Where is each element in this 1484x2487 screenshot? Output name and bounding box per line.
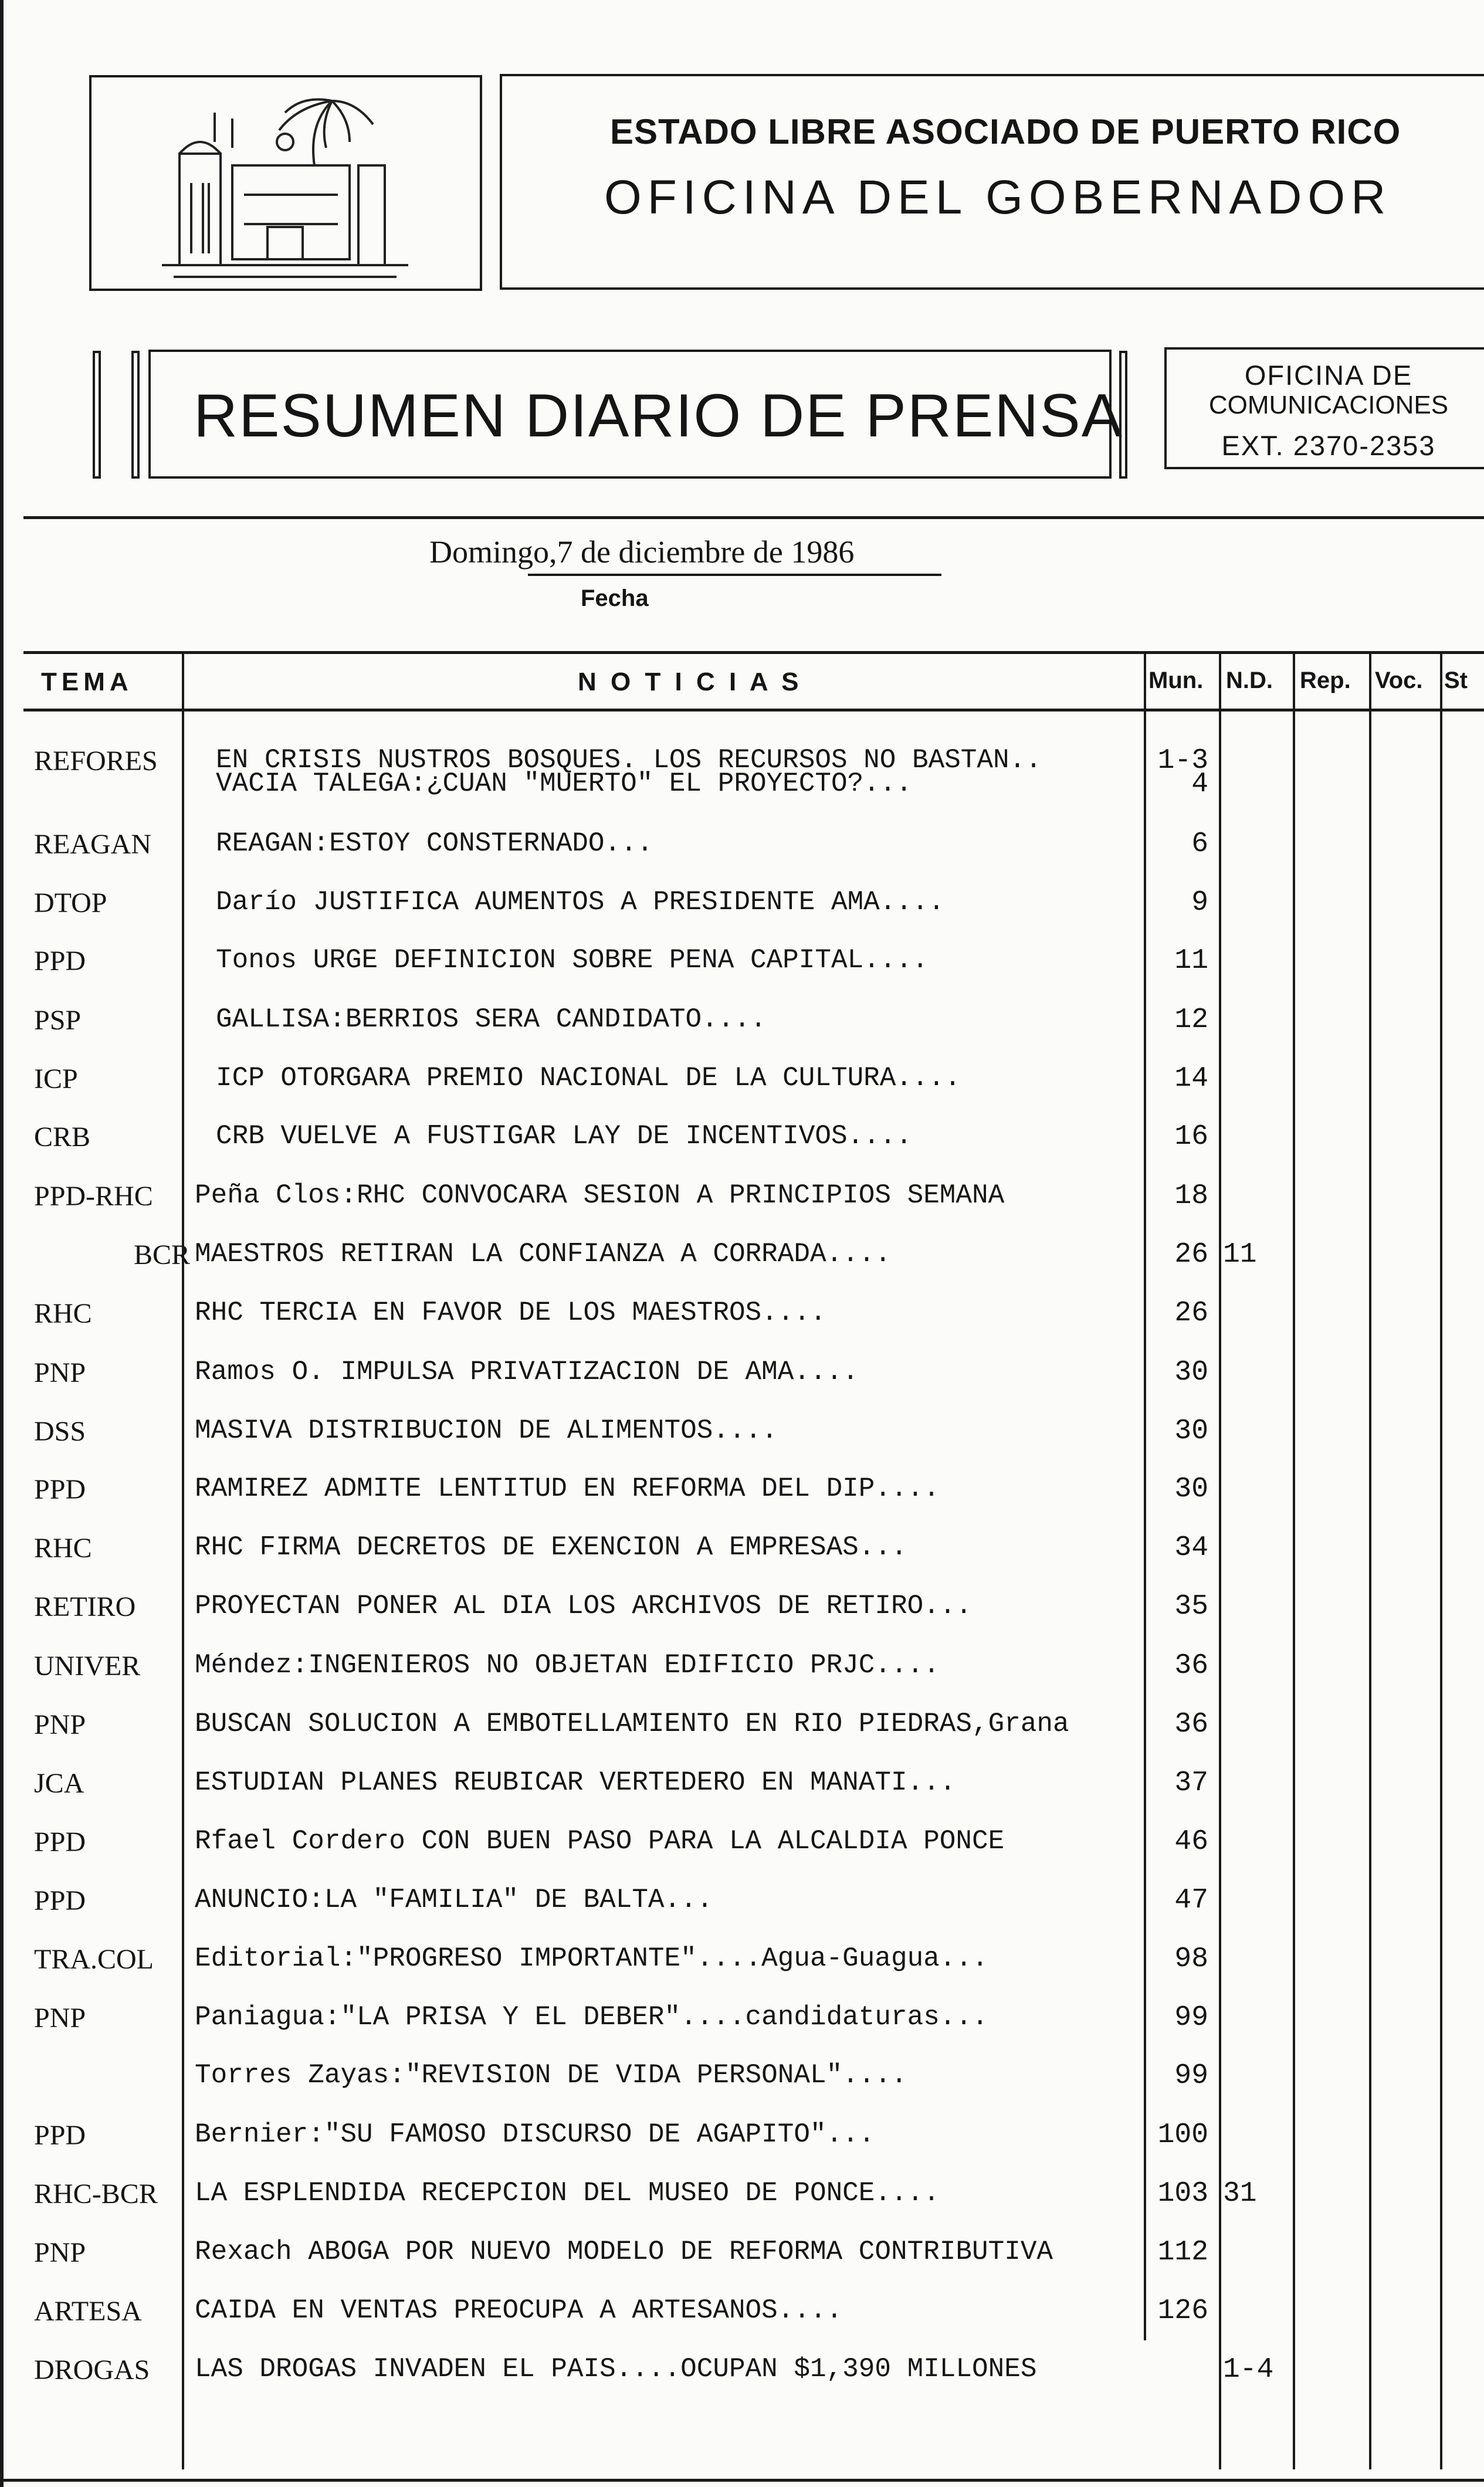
header-separator	[23, 516, 1484, 519]
row-noticia: REAGAN:ESTOY CONSTERNADO...	[216, 828, 653, 859]
row-tema: JCA	[34, 1768, 84, 1799]
row-mun: 112	[1157, 2237, 1208, 2268]
row-mun: 26	[1174, 1239, 1208, 1270]
row-tema: RHC	[34, 1298, 92, 1329]
table-header-rule	[23, 709, 1484, 711]
row-mun: 1-3	[1157, 745, 1208, 777]
row-mun: 99	[1174, 2060, 1208, 2092]
row-tema: DTOP	[34, 887, 107, 919]
column-header-noticias: N O T I C I A S	[578, 668, 802, 696]
row-noticia: Editorial:"PROGRESO IMPORTANTE"....Agua-Guagua...	[195, 1943, 988, 1974]
row-tema: PPD-RHC	[34, 1181, 153, 1212]
row-noticia: RHC FIRMA DECRETOS DE EXENCION A EMPRESAS...	[195, 1532, 907, 1563]
row-mun: 100	[1157, 2119, 1208, 2151]
row-mun: 18	[1174, 1180, 1208, 1212]
row-tema: PPD	[34, 946, 86, 977]
row-tema: PSP	[34, 1005, 82, 1036]
row-tema: UNIVER	[34, 1651, 141, 1682]
decorative-bar	[93, 351, 101, 479]
row-noticia: EN CRISIS NUSTROS BOSQUES. LOS RECURSOS NO BASTAN..	[216, 745, 1042, 775]
row-tema: PPD	[34, 1827, 86, 1858]
row-tema: DSS	[34, 1416, 86, 1447]
column-divider	[1293, 651, 1295, 2469]
row-mun: 30	[1174, 1473, 1208, 1505]
column-divider	[182, 651, 184, 2469]
row-noticia: Rfael Cordero CON BUEN PASO PARA LA ALCALDIA PONCE	[195, 1826, 1005, 1856]
row-tema: ICP	[34, 1063, 78, 1095]
oficina-heading: OFICINA DEL GOBERNADOR	[604, 171, 1392, 224]
logo-frame	[89, 75, 482, 291]
row-tema: PPD	[34, 1885, 86, 1916]
page-bottom-border	[0, 2479, 1484, 2482]
column-header-st: St	[1444, 668, 1468, 693]
row-mun: 99	[1174, 2002, 1208, 2034]
date-value: Domingo,7 de diciembre de 1986	[429, 534, 855, 570]
decorative-bar	[131, 351, 140, 479]
column-header-rep: Rep.	[1300, 668, 1351, 693]
date-underline	[528, 574, 941, 576]
row-tema: RHC	[34, 1533, 92, 1564]
row-tema: ARTESA	[34, 2296, 142, 2327]
row-noticia: GALLISA:BERRIOS SERA CANDIDATO....	[216, 1004, 767, 1035]
row-noticia: Méndez:INGENIEROS NO OBJETAN EDIFICIO PRJC....	[195, 1650, 940, 1680]
column-divider	[1369, 651, 1371, 2469]
column-header-mun: Mun.	[1148, 668, 1204, 693]
row-tema: PPD	[34, 2120, 86, 2151]
row-tema: REAGAN	[34, 829, 151, 860]
row-noticia: ICP OTORGARA PREMIO NACIONAL DE LA CULTURA....	[216, 1063, 961, 1093]
row-noticia: RHC TERCIA EN FAVOR DE LOS MAESTROS....	[195, 1297, 826, 1328]
row-noticia: LAS DROGAS INVADEN EL PAIS....OCUPAN $1,390 MILLONES	[195, 2354, 1037, 2384]
row-tema: TRA.COL	[34, 1944, 154, 1975]
date-label: Fecha	[581, 585, 649, 611]
column-header-voc: Voc.	[1375, 668, 1423, 693]
estado-heading: ESTADO LIBRE ASOCIADO DE PUERTO RICO	[610, 112, 1401, 151]
column-divider	[1219, 651, 1221, 2469]
row-noticia: MAESTROS RETIRAN LA CONFIANZA A CORRADA....	[195, 1239, 891, 1269]
row-noticia: Torres Zayas:"REVISION DE VIDA PERSONAL"....	[195, 2060, 907, 2090]
row-mun: 47	[1174, 1885, 1208, 1916]
page-left-border	[0, 0, 4, 2487]
row-mun: 14	[1174, 1063, 1208, 1095]
resumen-title: RESUMEN DIARIO DE PRENSA	[194, 382, 1124, 450]
decorative-bar	[1119, 351, 1127, 479]
row-noticia: Darío JUSTIFICA AUMENTOS A PRESIDENTE AMA....	[216, 887, 945, 917]
row-noticia: Rexach ABOGA POR NUEVO MODELO DE REFORMA CONTRIBUTIVA	[195, 2237, 1053, 2267]
column-header-nd: N.D.	[1226, 668, 1273, 693]
row-nd: 31	[1223, 2178, 1257, 2210]
row-mun: 30	[1174, 1357, 1208, 1388]
row-nd: 11	[1223, 1239, 1257, 1270]
row-noticia: CRB VUELVE A FUSTIGAR LAY DE INCENTIVOS....	[216, 1121, 912, 1151]
row-noticia: Bernier:"SU FAMOSO DISCURSO DE AGAPITO"...	[195, 2119, 875, 2150]
row-mun: 46	[1174, 1826, 1208, 1858]
table-top-rule	[23, 651, 1484, 654]
row-mun: 9	[1191, 887, 1208, 919]
row-tema: PPD	[34, 1474, 86, 1505]
row-noticia: Paniagua:"LA PRISA Y EL DEBER"....candidaturas...	[195, 2002, 988, 2032]
row-noticia: Ramos O. IMPULSA PRIVATIZACION DE AMA....	[195, 1357, 859, 1387]
row-noticia: RAMIREZ ADMITE LENTITUD EN REFORMA DEL DIP....	[195, 1473, 940, 1504]
row-tema: RETIRO	[34, 1591, 136, 1622]
row-mun: 126	[1157, 2295, 1208, 2327]
row-mun: 30	[1174, 1415, 1208, 1447]
row-tema: BCR	[134, 1239, 191, 1270]
row-mun: 36	[1174, 1709, 1208, 1740]
row-tema: PNP	[34, 2003, 86, 2034]
row-noticia: Peña Clos:RHC CONVOCARA SESION A PRINCIPIOS SEMANA	[195, 1180, 1005, 1211]
row-mun: 36	[1174, 1650, 1208, 1682]
row-tema: PNP	[34, 2237, 86, 2268]
row-noticia: MASIVA DISTRIBUCION DE ALIMENTOS....	[195, 1415, 778, 1446]
row-mun: 12	[1174, 1004, 1208, 1036]
row-mun: 4	[1191, 768, 1208, 800]
row-tema: REFORES	[34, 746, 158, 777]
row-mun: 35	[1174, 1591, 1208, 1622]
column-header-tema: TEMA	[41, 668, 133, 696]
row-mun: 103	[1157, 2178, 1208, 2210]
comunicaciones-line-2: COMUNICACIONES	[1208, 391, 1449, 419]
row-noticia: Tonos URGE DEFINICION SOBRE PENA CAPITAL....	[216, 945, 929, 975]
row-mun: 34	[1174, 1532, 1208, 1564]
row-mun: 26	[1174, 1297, 1208, 1329]
row-tema: DROGAS	[34, 2354, 150, 2386]
row-mun: 37	[1174, 1767, 1208, 1799]
row-mun: 16	[1174, 1121, 1208, 1153]
row-noticia: BUSCAN SOLUCION A EMBOTELLAMIENTO EN RIO PIEDRAS,Grana	[195, 1709, 1069, 1739]
governor-mansion-logo	[92, 77, 480, 289]
row-tema: PNP	[34, 1709, 86, 1740]
comunicaciones-line-3: EXT. 2370-2353	[1221, 430, 1436, 461]
row-tema: RHC-BCR	[34, 2178, 158, 2210]
row-mun: 6	[1191, 828, 1208, 860]
column-divider	[1440, 651, 1442, 2469]
row-mun: 98	[1174, 1943, 1208, 1975]
row-noticia: ESTUDIAN PLANES REUBICAR VERTEDERO EN MANATI...	[195, 1767, 956, 1798]
row-nd: 1-4	[1223, 2354, 1274, 2386]
row-tema: CRB	[34, 1121, 91, 1153]
row-noticia: ANUNCIO:LA "FAMILIA" DE BALTA...	[195, 1885, 713, 1915]
row-noticia: LA ESPLENDIDA RECEPCION DEL MUSEO DE PONCE....	[195, 2178, 940, 2208]
row-noticia: CAIDA EN VENTAS PREOCUPA A ARTESANOS....	[195, 2295, 843, 2326]
row-tema: PNP	[34, 1357, 86, 1388]
comunicaciones-line-1: OFICINA DE	[1244, 360, 1413, 391]
row-mun: 11	[1174, 945, 1208, 977]
row-noticia: VACIA TALEGA:¿CUAN "MUERTO" EL PROYECTO?...	[216, 768, 912, 799]
row-noticia: PROYECTAN PONER AL DIA LOS ARCHIVOS DE RETIRO...	[195, 1591, 973, 1621]
